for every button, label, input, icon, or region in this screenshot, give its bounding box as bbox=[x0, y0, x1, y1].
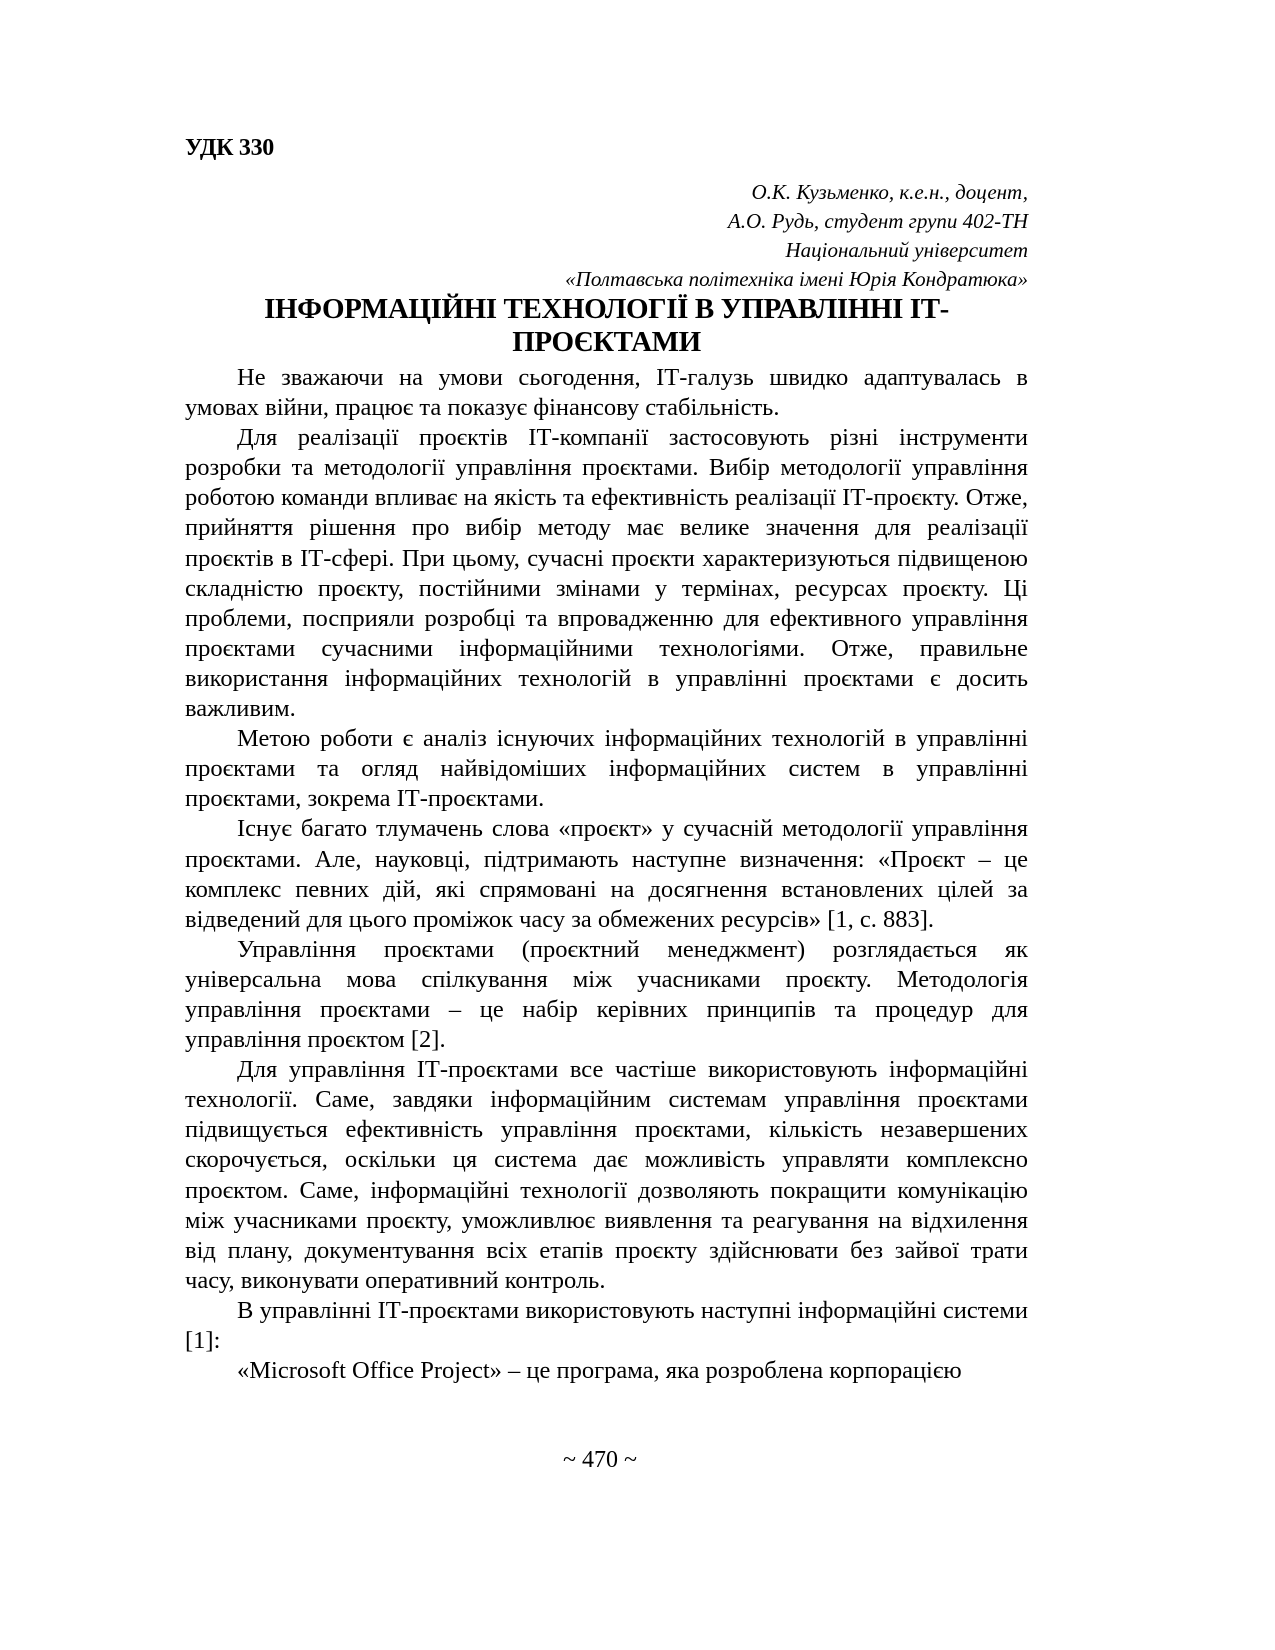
paragraph: Метою роботи є аналіз існуючих інформаційних технологій в управлінні проєктами та огляд найвідоміших інформаційних систем в управлінні проєктами, зокрема ІТ-проєктами. bbox=[185, 725, 1028, 813]
udk-code: УДК 330 bbox=[185, 135, 275, 161]
affiliation-line-2: «Полтавська політехніка імені Юрія Кондратюка» bbox=[565, 267, 1028, 291]
paragraph: Існує багато тлумачень слова «проєкт» у сучасній методології управління проєктами. Але, науковці, підтримають наступне визначення: «Проєкт – це комплекс певних дій, які спрямовані на досягнення встановлених цілей за відведений для цього проміжок часу за обмежених ресурсів» [1, с. 883]. bbox=[185, 815, 1028, 933]
paragraph: «Microsoft Office Project» – це програма, яка розроблена корпорацією bbox=[237, 1357, 962, 1385]
paragraph: Для реалізації проєктів ІТ-компанії застосовують різні інструменти розробки та методології управління проєктами. Вибір методології управління роботою команди впливає на якість та ефективність реалізації ІТ-проєкту. Отже, прийняття рішення про вибір методу має велике значення для реалізації проєктів в ІТ-сфері. При цьому, сучасні проєкти характеризуються підвищеною складністю проєкту, постійними змінами у термінах, ресурсах проєкту. Ці проблеми, посприяли розробці та впровадженню для ефективного управління проєктами сучасними інформаційними технологіями. Отже, правильне використання інформаційних технологій в управлінні проєктами є досить важливим. bbox=[185, 424, 1028, 723]
paragraph: В управлінні ІТ-проєктами використовують наступні інформаційні системи [1]: bbox=[185, 1296, 1028, 1354]
paragraph: Не зважаючи на умови сьогодення, ІТ-галузь швидко адаптувалась в умовах війни, працює та показує фінансову стабільність. bbox=[185, 364, 1028, 422]
author-line-1: О.К. Кузьменко, к.е.н., доцент, bbox=[751, 180, 1028, 204]
affiliation-line-1: Національний університет bbox=[785, 238, 1028, 262]
article-body bbox=[185, 363, 1028, 1386]
paragraph: Управління проєктами (проєктний менеджмент) розглядається як універсальна мова спілкування між учасниками проєкту. Методологія управління проєктами – це набір керівних принципів та процедур для управління проєктом [2]. bbox=[185, 935, 1028, 1054]
title-line-1: ІНФОРМАЦІЙНІ ТЕХНОЛОГІЇ В УПРАВЛІННІ ІТ- bbox=[264, 293, 949, 325]
paragraph: Для управління ІТ-проєктами все частіше використовують інформаційні технології. Саме, завдяки інформаційним системам управління проєктами підвищується ефективність управління проєктами, кількість незавершених скорочується, оскільки ця система дає можливість управляти комплексно проєктом. Саме, інформаційні технології дозволяють покращити комунікацію між учасниками проєкту, уможливлює виявлення та реагування на відхилення від плану, документування всіх етапів проєкту здійснювати без зайвої трати часу, виконувати оперативний контроль. bbox=[185, 1056, 1028, 1294]
title-line-2: ПРОЄКТАМИ bbox=[512, 326, 701, 358]
page-number: ~ 470 ~ bbox=[563, 1447, 637, 1473]
article-title bbox=[185, 293, 1028, 359]
author-block bbox=[565, 178, 1028, 294]
author-line-2: А.О. Рудь, студент групи 402-ТН bbox=[727, 209, 1028, 233]
